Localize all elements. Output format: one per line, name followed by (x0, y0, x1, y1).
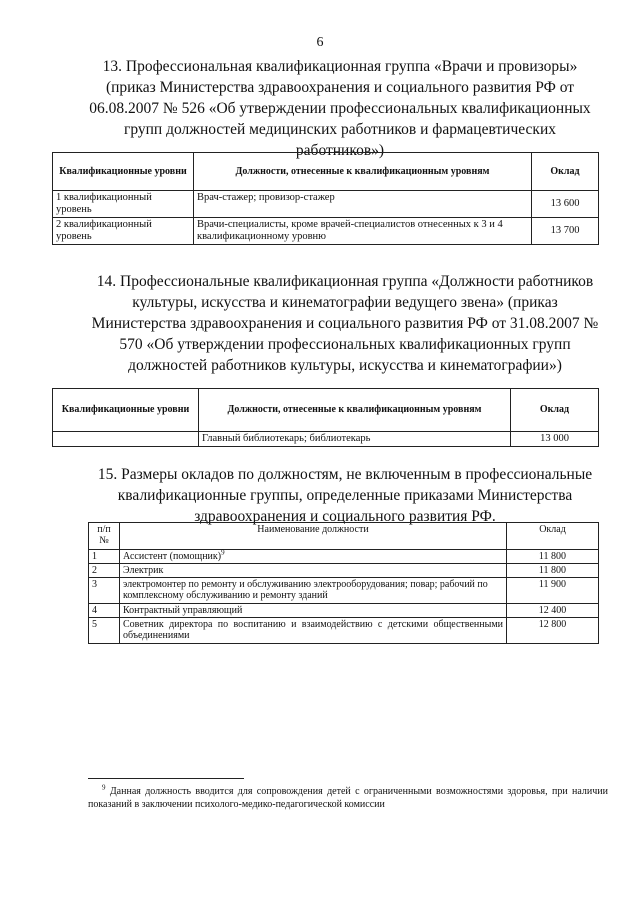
position-name: Ассистент (помощник)$^9$ (120, 550, 507, 564)
position-name: Контрактный управляющий (120, 604, 507, 618)
section-14-table (52, 388, 599, 447)
positions-cell: Главный библиотекарь; библиотекарь (199, 432, 511, 447)
row-number: 4 (89, 604, 120, 618)
table-row (53, 432, 599, 447)
salary-cell: 13 000 (511, 432, 599, 447)
table-header-row (53, 153, 599, 191)
level-cell (53, 432, 199, 447)
section-14-heading: 14. Профессиональные квалификационная группа «Должности работников культуры, искусства и кинематографии ведущего звена» (приказ Министерства здравоохранения и социального развития РФ от 31.08.2007 № 570 «Об утверждении профессиональных квалификационных групп должностей работников культуры, искусства и кинематографии») (91, 273, 599, 374)
salary-cell: 11 800 (507, 550, 599, 564)
column-header: Квалификационные уровни (53, 389, 199, 432)
row-number: 2 (89, 564, 120, 578)
footnote-mark: 9 (102, 783, 106, 792)
table-row (89, 564, 599, 578)
position-name: Советник директора по воспитанию и взаимодействию с детскими общественными объединениями (120, 618, 507, 644)
column-header: Оклад (532, 153, 599, 191)
table-header-row (89, 523, 599, 550)
footnote-reference[interactable]: 9 (221, 548, 225, 557)
footnote-text: Данная должность вводится для сопровождения детей с ограниченными возможностями здоровья, при наличии показаний в заключении психолого-медико-педагогической комиссии (88, 786, 609, 810)
salary-cell: 13 600 (532, 191, 599, 218)
table-row (53, 191, 599, 218)
table-header-row (53, 389, 599, 432)
section-15-table (88, 522, 599, 644)
column-header: Квалификационные уровни (53, 153, 194, 191)
section-13-table (52, 152, 599, 245)
salary-cell: 13 700 (532, 218, 599, 245)
level-cell: 2 квалификационный уровень (53, 218, 194, 245)
column-header: Оклад (507, 523, 599, 550)
column-header: Наименование должности (120, 523, 507, 550)
position-name: электромонтер по ремонту и обслуживанию электрооборудования; повар; рабочий по комплексному обслуживанию и ремонту зданий (120, 578, 507, 604)
footnote (88, 785, 608, 811)
positions-cell: Врач-стажер; провизор-стажер (194, 191, 532, 218)
section-13-heading: 13. Профессиональная квалификационная группа «Врачи и провизоры» (приказ Министерства здравоохранения и социального развития РФ от 06.08.2007 № 526 «Об утверждении профессиональных квалификационных групп должностей медицинских работников и фармацевтических работников») (89, 58, 591, 159)
row-number: 5 (89, 618, 120, 644)
table-row (89, 578, 599, 604)
section-15-heading: 15. Размеры окладов по должностям, не включенным в профессиональные квалификационные группы, определенные приказами Министерства здравоохранения и социального развития РФ. (97, 466, 593, 525)
row-number: 3 (89, 578, 120, 604)
salary-cell: 11 800 (507, 564, 599, 578)
column-header: п/п № (89, 523, 120, 550)
salary-cell: 12 400 (507, 604, 599, 618)
salary-cell: 12 800 (507, 618, 599, 644)
positions-cell: Врачи-специалисты, кроме врачей-специалистов отнесенных к 3 и 4 квалификационному уровню (194, 218, 532, 245)
column-header: Оклад (511, 389, 599, 432)
page-number: 6 (316, 35, 324, 50)
salary-cell: 11 900 (507, 578, 599, 604)
column-header: Должности, отнесенные к квалификационным уровням (199, 389, 511, 432)
level-cell: 1 квалификационный уровень (53, 191, 194, 218)
table-row (53, 218, 599, 245)
position-name: Электрик (120, 564, 507, 578)
table-row (89, 604, 599, 618)
table-row (89, 618, 599, 644)
footnote-divider (88, 778, 244, 779)
row-number: 1 (89, 550, 120, 564)
column-header: Должности, отнесенные к квалификационным уровням (194, 153, 532, 191)
table-row (89, 550, 599, 564)
